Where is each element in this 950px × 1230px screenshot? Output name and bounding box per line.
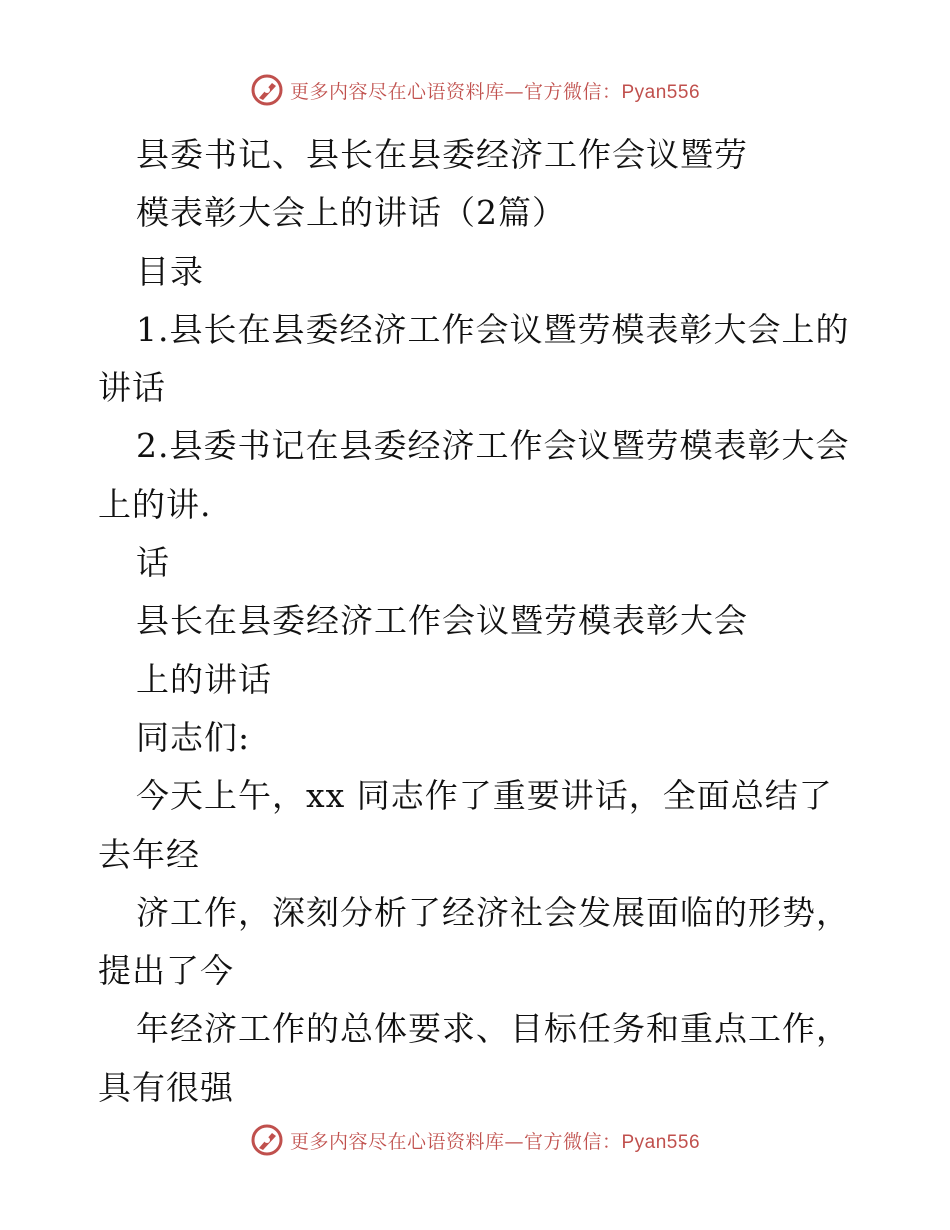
footer-banner-contact-label: 官方微信： (523, 1130, 622, 1153)
section-title-line-2: 上的讲话 (136, 659, 272, 699)
footer-banner-title: 更多内容尽在心语资料库 (289, 1130, 505, 1153)
header-banner-text (290, 77, 700, 104)
footer-banner-dash: — (504, 1130, 524, 1153)
toc-item-2-continued: 上的讲. (98, 484, 212, 524)
header-banner-dash: — (504, 80, 524, 103)
toc-item-2: 2.县委书记在县委经济工作会议暨劳模表彰大会 (136, 426, 850, 466)
salutation: 同志们: (136, 717, 251, 757)
paragraph-line: 济工作，深刻分析了经济社会发展面临的形势， (136, 892, 850, 932)
title-line-1: 县委书记、县长在县委经济工作会议暨劳 (136, 135, 748, 174)
paragraph-line: 年经济工作的总体要求、目标任务和重点工作， (136, 1009, 850, 1049)
title-line-2: 模表彰大会上的讲话（2篇） (136, 193, 566, 233)
paragraph-line: 具有很强 (98, 1067, 234, 1107)
footer-banner (0, 1120, 950, 1160)
toc-item-2-tail: 话 (136, 543, 170, 583)
footer-banner-contact-id: Pyan556 (621, 1131, 701, 1153)
header-banner-contact-label: 官方微信： (523, 80, 622, 103)
paragraph-line: 今天上午，xx 同志作了重要讲话，全面总结了 (136, 776, 833, 816)
pen-logo-icon (250, 1123, 284, 1157)
header-banner (0, 70, 950, 110)
toc-heading: 目录 (136, 251, 204, 291)
header-banner-title: 更多内容尽在心语资料库 (289, 80, 505, 103)
document-body (98, 126, 858, 1117)
toc-item-1: 1.县长在县委经济工作会议暨劳模表彰大会上的 (136, 309, 850, 349)
header-banner-contact-id: Pyan556 (621, 81, 701, 103)
toc-item-1-continued: 讲话 (98, 368, 166, 408)
footer-banner-text (290, 1127, 700, 1154)
paragraph-line: 提出了今 (98, 951, 234, 991)
pen-logo-icon (250, 73, 284, 107)
paragraph-line: 去年经 (98, 834, 200, 874)
section-title-line-1: 县长在县委经济工作会议暨劳模表彰大会 (136, 601, 748, 641)
